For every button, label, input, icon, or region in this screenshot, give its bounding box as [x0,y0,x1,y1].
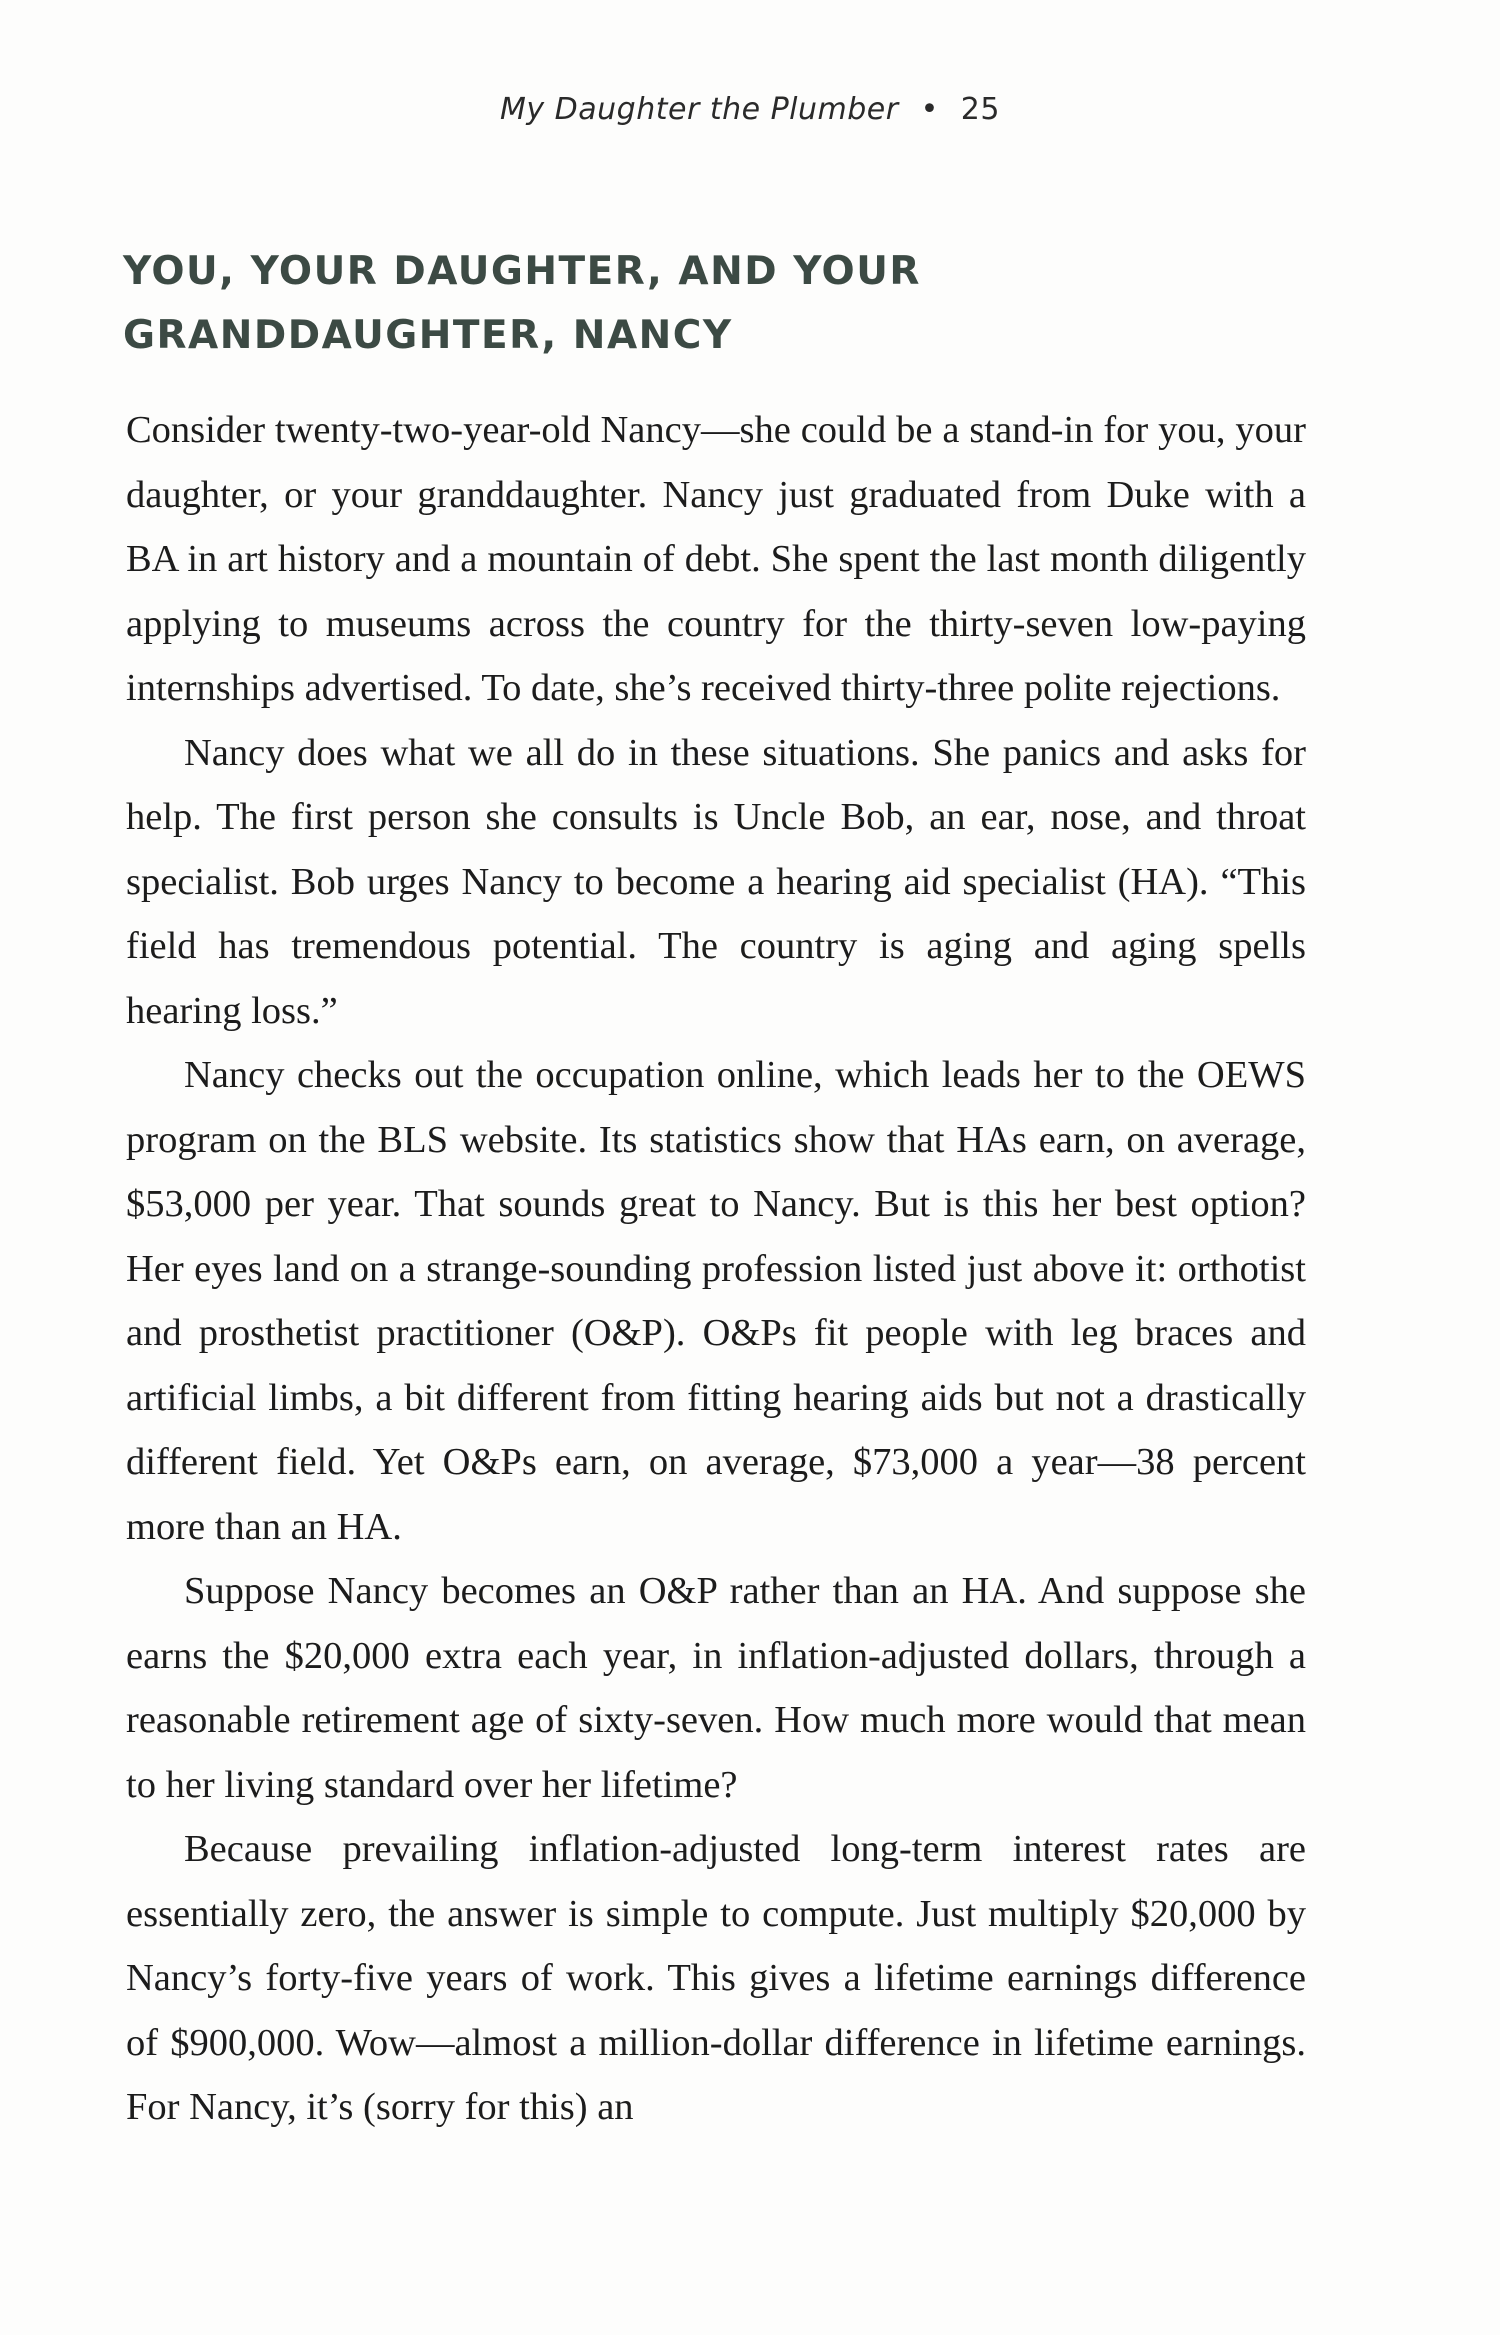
paragraph: Nancy does what we all do in these situations. She panics and asks for help. The first person she consults is Uncle Bob, an ear, nose, and throat specialist. Bob urges Nancy to become a hearing aid specialist (HA). “This field has tremendous potential. The country is aging and aging spells hearing loss.” [126,731,1306,1032]
running-head [0,92,1500,127]
page-number: 25 [960,92,1000,127]
paragraph: Nancy checks out the occupation online, which leads her to the OEWS program on the BLS website. Its statistics show that HAs earn, on average, $53,000 per year. That sounds great to Nancy. But is this her best option? Her eyes land on a strange-sounding profession listed just above it: orthotist and prosthetist practitioner (O&P). O&Ps fit people with leg braces and artificial limbs, a bit different from fitting hearing aids but not a drastically different field. Yet O&Ps earn, on average, $73,000 a year—38 percent more than an HA. [126,1054,1306,1548]
paragraph: Because prevailing inflation-adjusted long-term interest rates are essentially zero, the answer is simple to compute. Just multiply $20,000 by Nancy’s forty-five years of work. This gives a lifetime earnings difference of $900,000. Wow—almost a million-dollar difference in lifetime earnings. For Nancy, it’s (sorry for this) an [126,1828,1306,2128]
paragraph: Consider twenty-two-year-old Nancy—she could be a stand-in for you, your daughter, or your granddaughter. Nancy just graduated from Duke with a BA in art history and a mountain of debt. She spent the last month diligently applying to museums across the country for the thirty-seven low-paying internships advertised. To date, she’s received thirty-three polite rejections. [126,409,1306,709]
running-head-title: My Daughter the Plumber [500,92,899,127]
section-heading: YOU, YOUR DAUGHTER, AND YOUR GRANDDAUGHTER, NANCY [123,249,921,358]
body-text [126,398,1306,2140]
paragraph: Suppose Nancy becomes an O&P rather than an HA. And suppose she earns the $20,000 extra each year, in inflation-adjusted dollars, through a reasonable retirement age of sixty-seven. How much more would that mean to her living standard over her lifetime? [126,1570,1306,1806]
running-head-bullet: • [920,92,939,127]
